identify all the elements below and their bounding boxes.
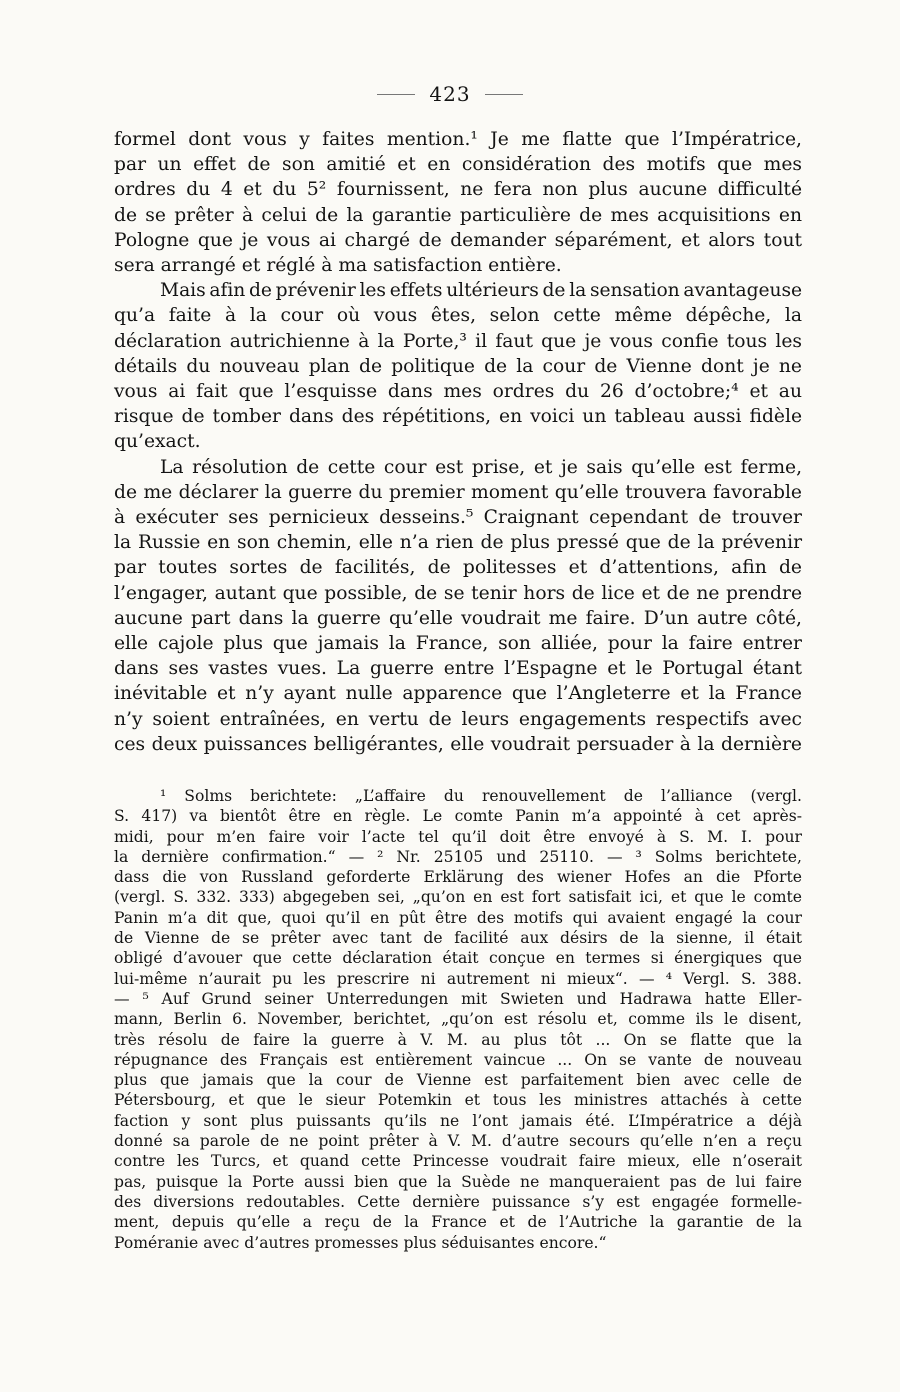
footnote-line: dass die von Russland geforderte Erklärung des wiener Hofes an die Pforte bbox=[114, 868, 802, 887]
body-line: l’engager, autant que possible, de se tenir hors de lice et de ne prendre bbox=[114, 582, 802, 604]
footnote-line: lui-même n’aurait pu les prescrire ni autrement ni mieux“. — ⁴ Vergl. S. 388. bbox=[114, 969, 802, 988]
body-line: ces deux puissances belligérantes, elle voudrait persuader à la dernière bbox=[114, 733, 802, 755]
body-line: à exécuter ses pernicieux desseins.⁵ Craignant cependant de trouver bbox=[114, 507, 802, 529]
main-text bbox=[114, 127, 802, 757]
footnote-line: — ⁵ Auf Grund seiner Unterredungen mit Swieten und Hadrawa hatte Eller- bbox=[114, 989, 802, 1008]
footnote-line: la dernière confirmation.“ — ² Nr. 25105 und 25110. — ³ Solms berichtete, bbox=[114, 847, 802, 866]
body-line: vous ai fait que l’esquisse dans mes ordres du 26 d’octobre;⁴ et au bbox=[114, 381, 802, 403]
footnote-line: de Vienne de se prêter avec tant de facilité aux désirs de la sienne, il était bbox=[114, 929, 802, 948]
footnote-line: plus que jamais que la cour de Vienne est parfaitement bien avec celle de bbox=[114, 1071, 802, 1090]
body-line: risque de tomber dans des répétitions, en voici un tableau aussi fidèle bbox=[114, 406, 802, 428]
body-line: ordres du 4 et du 5² fournissent, ne fera non plus aucune difficulté bbox=[114, 179, 802, 201]
footnote-line: des diversions redoutables. Cette dernière puissance s’y est engagée formelle- bbox=[114, 1192, 802, 1211]
page-header bbox=[0, 82, 900, 106]
footnote-line: donné sa parole de ne point prêter à V. M. d’autre secours qu’elle n’en a reçu bbox=[114, 1132, 802, 1151]
footnote-line: faction y sont plus puissants qu’ils ne l’ont jamais été. L’Impératrice a déjà bbox=[114, 1111, 802, 1130]
body-line: sera arrangé et réglé à ma satisfaction entière. bbox=[114, 255, 562, 277]
body-line: par un effet de son amitié et en considération des motifs que mes bbox=[114, 154, 802, 176]
body-line: aucune part dans la guerre qu’elle voudrait me faire. D’un autre côté, bbox=[114, 607, 802, 629]
body-line: Mais afin de prévenir les effets ultérieurs de la sensation avantageuse bbox=[160, 280, 802, 302]
footnote-line: contre les Turcs, et quand cette Princesse voudrait faire mieux, elle n’oserait bbox=[114, 1152, 802, 1171]
body-line: Pologne que je vous ai chargé de demander séparément, et alors tout bbox=[114, 229, 802, 251]
footnote-line: (vergl. S. 332. 333) abgegeben sei, „qu’on en est fort satisfait ici, et que le comte bbox=[114, 888, 802, 907]
footnote-line: ¹ Solms berichtete: „L’affaire du renouvellement de l’alliance (vergl. bbox=[160, 787, 802, 805]
body-line: par toutes sortes de facilités, de politesses et d’attentions, afin de bbox=[114, 557, 802, 579]
body-line: La résolution de cette cour est prise, et je sais qu’elle est ferme, bbox=[160, 456, 802, 478]
footnote-line: mann, Berlin 6. November, berichtet, „qu’on est résolu et, comme ils le disent, bbox=[114, 1010, 802, 1029]
body-line: déclaration autrichienne à la Porte,³ il faut que je vous confie tous les bbox=[114, 330, 802, 352]
footnote-line: pas, puisque la Porte aussi bien que la Suède ne manqueraient pas de lui faire bbox=[114, 1172, 802, 1191]
footnote-line: S. 417) va bientôt être en règle. Le comte Panin m’a appointé à cet après- bbox=[114, 807, 802, 826]
body-line: formel dont vous y faites mention.¹ Je me flatte que l’Impératrice, bbox=[114, 129, 802, 150]
footnote-line: obligé d’avouer que cette déclaration était conçue en termes si énergiques que bbox=[114, 949, 802, 968]
body-line: de se prêter à celui de la garantie particulière de mes acquisitions en bbox=[114, 204, 802, 226]
footnote-line: Poméranie avec d’autres promesses plus séduisantes encore.“ bbox=[114, 1233, 607, 1252]
footnote-line: très résolu de faire la guerre à V. M. au plus tôt ... On se flatte que la bbox=[114, 1030, 802, 1049]
body-line: qu’a faite à la cour où vous êtes, selon cette même dépêche, la bbox=[114, 305, 802, 327]
body-line: n’y soient entraînées, en vertu de leurs engagements respectifs avec bbox=[114, 708, 802, 730]
body-line: dans ses vastes vues. La guerre entre l’Espagne et le Portugal étant bbox=[114, 658, 802, 680]
footnote-line: répugnance des Français est entièrement vaincue ... On se vante de nouveau bbox=[114, 1050, 802, 1069]
body-line: détails du nouveau plan de politique de la cour de Vienne dont je ne bbox=[114, 355, 802, 377]
header-rule-right bbox=[485, 94, 523, 95]
body-line: inévitable et n’y ayant nulle apparence que l’Angleterre et la France bbox=[114, 683, 802, 705]
body-line: de me déclarer la guerre du premier moment qu’elle trouvera favorable bbox=[114, 481, 802, 503]
body-line: qu’exact. bbox=[114, 431, 201, 453]
footnote-line: midi, pour m’en faire voir l’acte tel qu’il doit être envoyé à S. M. I. pour bbox=[114, 827, 802, 846]
footnote-line: Panin m’a dit que, quoi qu’il en pût être des motifs qui avaient engagé la cour bbox=[114, 908, 802, 927]
page-number: 423 bbox=[429, 82, 471, 106]
body-line: la Russie en son chemin, elle n’a rien de plus pressé que de la prévenir bbox=[114, 532, 802, 554]
footnotes bbox=[114, 786, 802, 1253]
footnote-line: ment, depuis qu’elle a reçu de la France et de l’Autriche la garantie de la bbox=[114, 1213, 802, 1232]
body-line: elle cajole plus que jamais la France, son alliée, pour la faire entrer bbox=[114, 633, 802, 655]
header-rule-left bbox=[377, 94, 415, 95]
footnote-line: Pétersbourg, et que le sieur Potemkin et tous les ministres attachés à cette bbox=[114, 1091, 802, 1110]
